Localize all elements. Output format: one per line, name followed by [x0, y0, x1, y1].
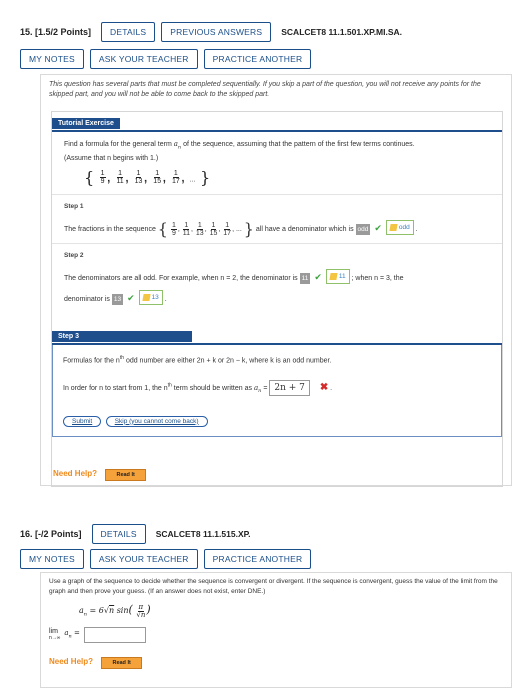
q16-limit: lim n→∞ $a_n$ =: [49, 627, 503, 643]
step3-label: Step 3: [52, 331, 192, 342]
q16-details-button[interactable]: DETAILS: [92, 524, 146, 544]
q15-practice-another-button[interactable]: PRACTICE ANOTHER: [204, 49, 312, 69]
tutorial-exercise: [51, 111, 503, 487]
seq-term: $\frac{1}{11}$: [116, 170, 124, 186]
check-icon: ✔: [374, 223, 382, 234]
seq-term: $\frac{1}{17}$: [171, 170, 180, 186]
q16-code: SCALCET8 11.1.515.XP.: [155, 529, 251, 539]
q16-read-it-button[interactable]: Read It: [101, 657, 141, 669]
seq-term: $\frac{1}{13}$: [134, 170, 143, 186]
q15-panel: [40, 74, 512, 486]
step1-label: Step 1: [64, 203, 84, 211]
step3-text: Formulas for the $n^{th}$ odd number are either 2n + k or 2n − k, where k is an odd number.: [63, 355, 332, 365]
q15-details-button[interactable]: DETAILS: [101, 22, 155, 42]
q15-ask-teacher-button[interactable]: ASK YOUR TEACHER: [90, 49, 198, 69]
step1-given-value: odd: [357, 226, 369, 234]
q15-need-help: Need Help? Read It: [53, 463, 146, 481]
step3-answer-input[interactable]: 2n + 7: [269, 380, 310, 396]
q15-previous-answers-button[interactable]: PREVIOUS ANSWERS: [161, 22, 271, 42]
step1-text: The fractions in the sequence { $\frac{1}{9}$ , $\frac{1}{11}$ , $\frac{1}{13}$ , $\frac{1}{15}$ , $\frac{1}{17}$ , ... } all have a denominator which is odd ✔ odd .: [64, 220, 418, 240]
q15-intro: This question has several parts that must be completed sequentially. If you skip a part of the question, you will not receive any points for the skipped part, and you will not be able to come back to the skipped part.: [49, 81, 481, 98]
step3-prompt: In order for n to start from 1, the $n^{th}$ term should be written as $a_n = 2n + 7$ ✖ .: [63, 382, 333, 395]
q16-my-notes-button[interactable]: MY NOTES: [20, 549, 84, 569]
pencil-icon: [329, 273, 337, 280]
q16-prompt: Use a graph of the sequence to decide whether the sequence is convergent or divergent. If the sequence is convergent, guess the value of the limit from the graph and then prove your guess. (If an answer does not exist, enter DNE.): [49, 578, 498, 595]
q15-read-it-button[interactable]: Read It: [105, 469, 145, 481]
q16-ask-teacher-button[interactable]: ASK YOUR TEACHER: [90, 549, 198, 569]
check-icon: ✔: [127, 293, 135, 304]
step2-given-value: 11: [301, 275, 309, 283]
step2-answer-field-1[interactable]: 11: [326, 269, 350, 284]
q16-limit-input[interactable]: [84, 627, 146, 643]
seq-term: $\frac{1}{9}$: [100, 170, 105, 186]
q15-prompt-note: (Assume that n begins with 1.): [64, 155, 159, 163]
q16-panel: [40, 572, 512, 688]
skip-button[interactable]: Skip (you cannot come back): [106, 416, 208, 427]
q15-sequence: { $\frac{1}{9}$ , $\frac{1}{11}$ , $\frac{1}{13}$ , $\frac{1}{15}$ , $\frac{1}{17}$ , ... }: [84, 168, 211, 188]
q15-code: SCALCET8 11.1.501.XP.MI.SA.: [281, 27, 403, 37]
step3-box: [52, 345, 502, 437]
step2-given-value-2: 13: [113, 296, 122, 304]
seq-term: $\frac{1}{15}$: [153, 170, 162, 186]
step1-answer-field[interactable]: odd: [386, 220, 414, 235]
q15-my-notes-button[interactable]: MY NOTES: [20, 49, 84, 69]
q16-header: [20, 524, 510, 544]
submit-button[interactable]: Submit: [63, 416, 101, 427]
check-icon: ✔: [314, 272, 322, 283]
q15-number: 15. [1.5/2 Points]: [20, 27, 92, 37]
step2-answer-field-2[interactable]: 13: [139, 290, 163, 305]
q16-formula: $a_n = 6√n$ sin( $\frac{\pi}{√n}$ ): [79, 602, 151, 619]
step2-text: The denominators are all odd. For example, when n = 2, the denominator is 11 ✔ 11 ; when n = 3, the: [64, 269, 490, 284]
q16-number: 16. [-/2 Points]: [20, 529, 82, 539]
step2-text-cont: denominator is 13 ✔ 13 .: [64, 290, 490, 305]
q16-practice-another-button[interactable]: PRACTICE ANOTHER: [204, 549, 312, 569]
pencil-icon: [389, 224, 397, 231]
q15-toolbar: [20, 49, 510, 69]
step2-label: Step 2: [64, 252, 84, 260]
tutorial-label: Tutorial Exercise: [52, 118, 120, 129]
incorrect-icon: ✖: [319, 382, 329, 394]
q15-prompt: Find a formula for the general term $a_n$ of the sequence, assuming that the pattern of the first few terms continues.: [64, 140, 415, 151]
q16-need-help: Need Help? Read It: [49, 651, 503, 669]
pencil-icon: [142, 294, 150, 301]
q15-header: [20, 22, 510, 42]
q16-toolbar: [20, 549, 510, 569]
